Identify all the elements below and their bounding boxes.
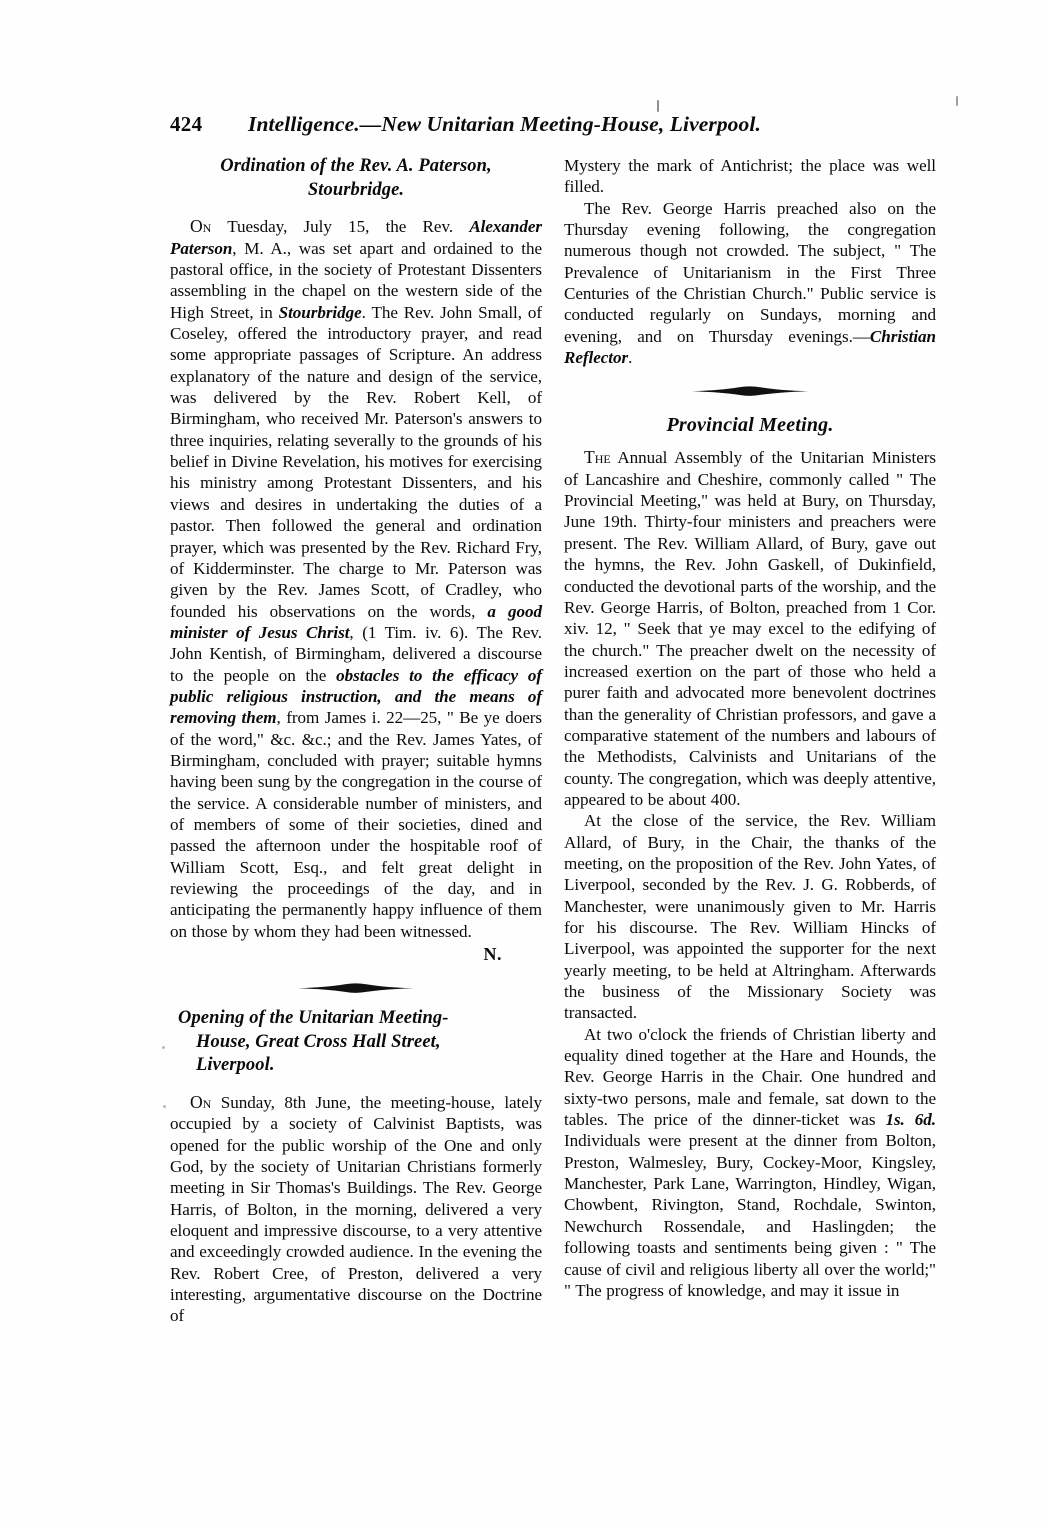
running-head (170, 112, 870, 142)
article-title-line-3: Liverpool. (196, 1055, 275, 1076)
place-stourbridge: Stourbridge (278, 302, 362, 322)
lead-word: The (584, 447, 611, 468)
article-signature: N. (483, 944, 502, 965)
paragraph-harris-thursday (564, 198, 936, 369)
dropcap-lead-word: On (190, 216, 212, 237)
paragraph-text: , from James i. 22—25, " Be ye doers of the word," &c. &c.; and the Rev. James Yates, of Birmingham, concluded with prayer; suitable hymns having been sung by the congregation in the course of the service. A considerable number of ministers, and of members of some of their societies, dined and passed the afternoon under the hospitable roof of William Scott, Esq., and felt great delight in reviewing the proceedings of the day, and in anticipating the permanently happy influence of them on those by whom they had been witnessed. (170, 708, 542, 941)
paragraph-text: , M. A., was set apart and ordained to the pastoral office, in the society of Protestant Dissenters assembling in the chapel on the western side of the High Street, in (170, 238, 542, 322)
source-christian-reflector: Christian Reflector (564, 326, 936, 368)
lead-word: On (190, 1092, 212, 1113)
article-title-line-2: Stourbridge. (307, 179, 405, 200)
paragraph-text: At the close of the service, the Rev. William Allard, of Bury, in the Chair, the thanks of the meeting, on the proposition of the Rev. John Yates, of Liverpool, seconded by the Rev. J. G. Robberds, of Manchester, were unanimously given to Mr. Harris for his discourse. The Rev. William Hincks of Liverpool, was appointed the supporter for the next yearly meeting, to be held at Altringham. Afterwards the business of the Missionary Society was transacted. (564, 811, 936, 1023)
scan-speck (657, 100, 659, 112)
paragraph-text: , (1 Tim. iv. 6). The Rev. John Kentish, of Birmingham, delivered a discourse to the people on the (170, 622, 542, 685)
two-column-body (170, 155, 935, 1415)
paragraph-opening-meeting-house (170, 1092, 542, 1327)
ornament-divider (170, 975, 542, 1001)
paragraph-text: Sunday, 8th June, the meeting-house, lately occupied by a society of Calvinist Baptists, was opened for the public worship of the One and only God, by the society of Unitarian Christians formerly meeting in Sir Thomas's Buildings. The Rev. George Harris, of Bolton, in the morning, delivered a very eloquent and impressive discourse, to a very attentive and exceedingly crowded audience. In the evening the Rev. Robert Cree, of Preston, delivered a very interesting, argumentative discourse on the Doctrine of (170, 1093, 542, 1326)
left-column (170, 155, 542, 1415)
article-title-ordination (170, 155, 542, 202)
paragraph-text: Annual Assembly of the Unitarian Ministers of Lancashire and Cheshire, commonly called " The Provincial Meeting," was held at Bury, on Thursday, June 19th. Thirty-four ministers and preachers were present. The Rev. William Allard, of Bury, gave out the hymns, the Rev. John Gaskell, of Dukinfield, conducted the devotional parts of the worship, and the Rev. George Harris, of Bolton, preached from 1 Cor. xiv. 12, " Seek that ye may excel to the edifying of the church." The preacher dwelt on the necessity of increased exertion on the part of those who held a purer faith and advocated more benevolent doctrines than the generality of Christian professors, and gave a comparative statement of the numbers and labours of the Methodists, Calvinists and Unitarians of the county. The congregation, which was deeply attentive, appeared to be about 400. (564, 448, 936, 809)
article-title-line-1: Opening of the Unitarian Meeting- (178, 1008, 449, 1029)
paragraph-provincial-meeting-2 (564, 810, 936, 1023)
article-title-opening-meeting-house (170, 1007, 542, 1078)
section-title-provincial-meeting: Provincial Meeting. (666, 414, 834, 437)
page-number: 424 (170, 112, 203, 136)
paragraph-text: . (628, 348, 633, 368)
paragraph-text: At two o'clock the friends of Christian liberty and equality dined together at the Hare and Hounds, the Rev. George Harris in the Chair. One hundred and sixty-two persons, male and female, sat down to the tables. The price of the dinner-ticket was (564, 1024, 936, 1130)
article-title-line-1: Ordination of the Rev. A. Paterson, (220, 156, 492, 176)
dinner-ticket-price: 1s. 6d. (885, 1110, 936, 1130)
paragraph-text: The Rev. George Harris preached also on the Thursday evening following, the congregation numerous though not crowded. The subject, " The Prevalence of Unitarianism in the First Three Centuries of the Christian Church." Public service is conducted regularly on Sundays, morning and evening, and on Thursday evenings.— (564, 198, 936, 346)
scan-speck (956, 96, 958, 106)
scripture-phrase-good-minister: a good minister of Jesus Christ (170, 601, 542, 642)
paragraph-text: Tuesday, July 15, the Rev. (211, 217, 470, 237)
paragraph-text: . The Rev. John Small, of Coseley, offered the introductory prayer, and read some appropriate passages of Scripture. An address explanatory of the nature and design of the service, was delivered by the Rev. Robert Kell, of Birmingham, who received Mr. Paterson's answers to three inquiries, relating severally to the grounds of his belief in Divine Revelation, his motives for exercising his ministry among Protestant Dissenters, and his views and desires in undertaking the duties of a pastor. Then followed the general and ordination prayer, which was presented by the Rev. Richard Fry, of Kidderminster. The charge to Mr. Paterson was given by the Rev. James Scott, of Cradley, who founded his observations on the words, (170, 302, 542, 621)
discourse-subject: obstacles to the efficacy of public religious instruction, and the means of removing them (170, 665, 542, 728)
paragraph-text: Individuals were present at the dinner from Bolton, Preston, Walmesley, Bury, Cockey-Moor, Kingsley, Manchester, Park Lane, Warrington, Hindley, Wigan, Chowbent, Rivington, Stand, Rochdale, Swinton, Newchurch Rossendale, and Haslingden; the following toasts and sentiments being given : " The cause of civil and religious liberty all over the world;" " The progress of knowledge, and may it issue in (564, 1131, 936, 1300)
running-head-title: Intelligence.—New Unitarian Meeting-House, Liverpool. (248, 112, 761, 136)
right-column (564, 155, 936, 1415)
scan-speck (163, 1105, 166, 1108)
paragraph-ordination (170, 216, 542, 942)
paragraph-provincial-meeting-3 (564, 1024, 936, 1301)
ornament-divider (564, 378, 936, 404)
paragraph-provincial-meeting-1 (564, 447, 936, 810)
paragraph-text: Mystery the mark of Antichrist; the place was well filled. (564, 156, 936, 197)
paragraph-continuation (564, 155, 936, 198)
name-alexander-paterson: Alexander Paterson (170, 217, 542, 258)
article-title-line-2: House, Great Cross Hall Street, (196, 1031, 441, 1052)
scan-speck (162, 1046, 165, 1049)
